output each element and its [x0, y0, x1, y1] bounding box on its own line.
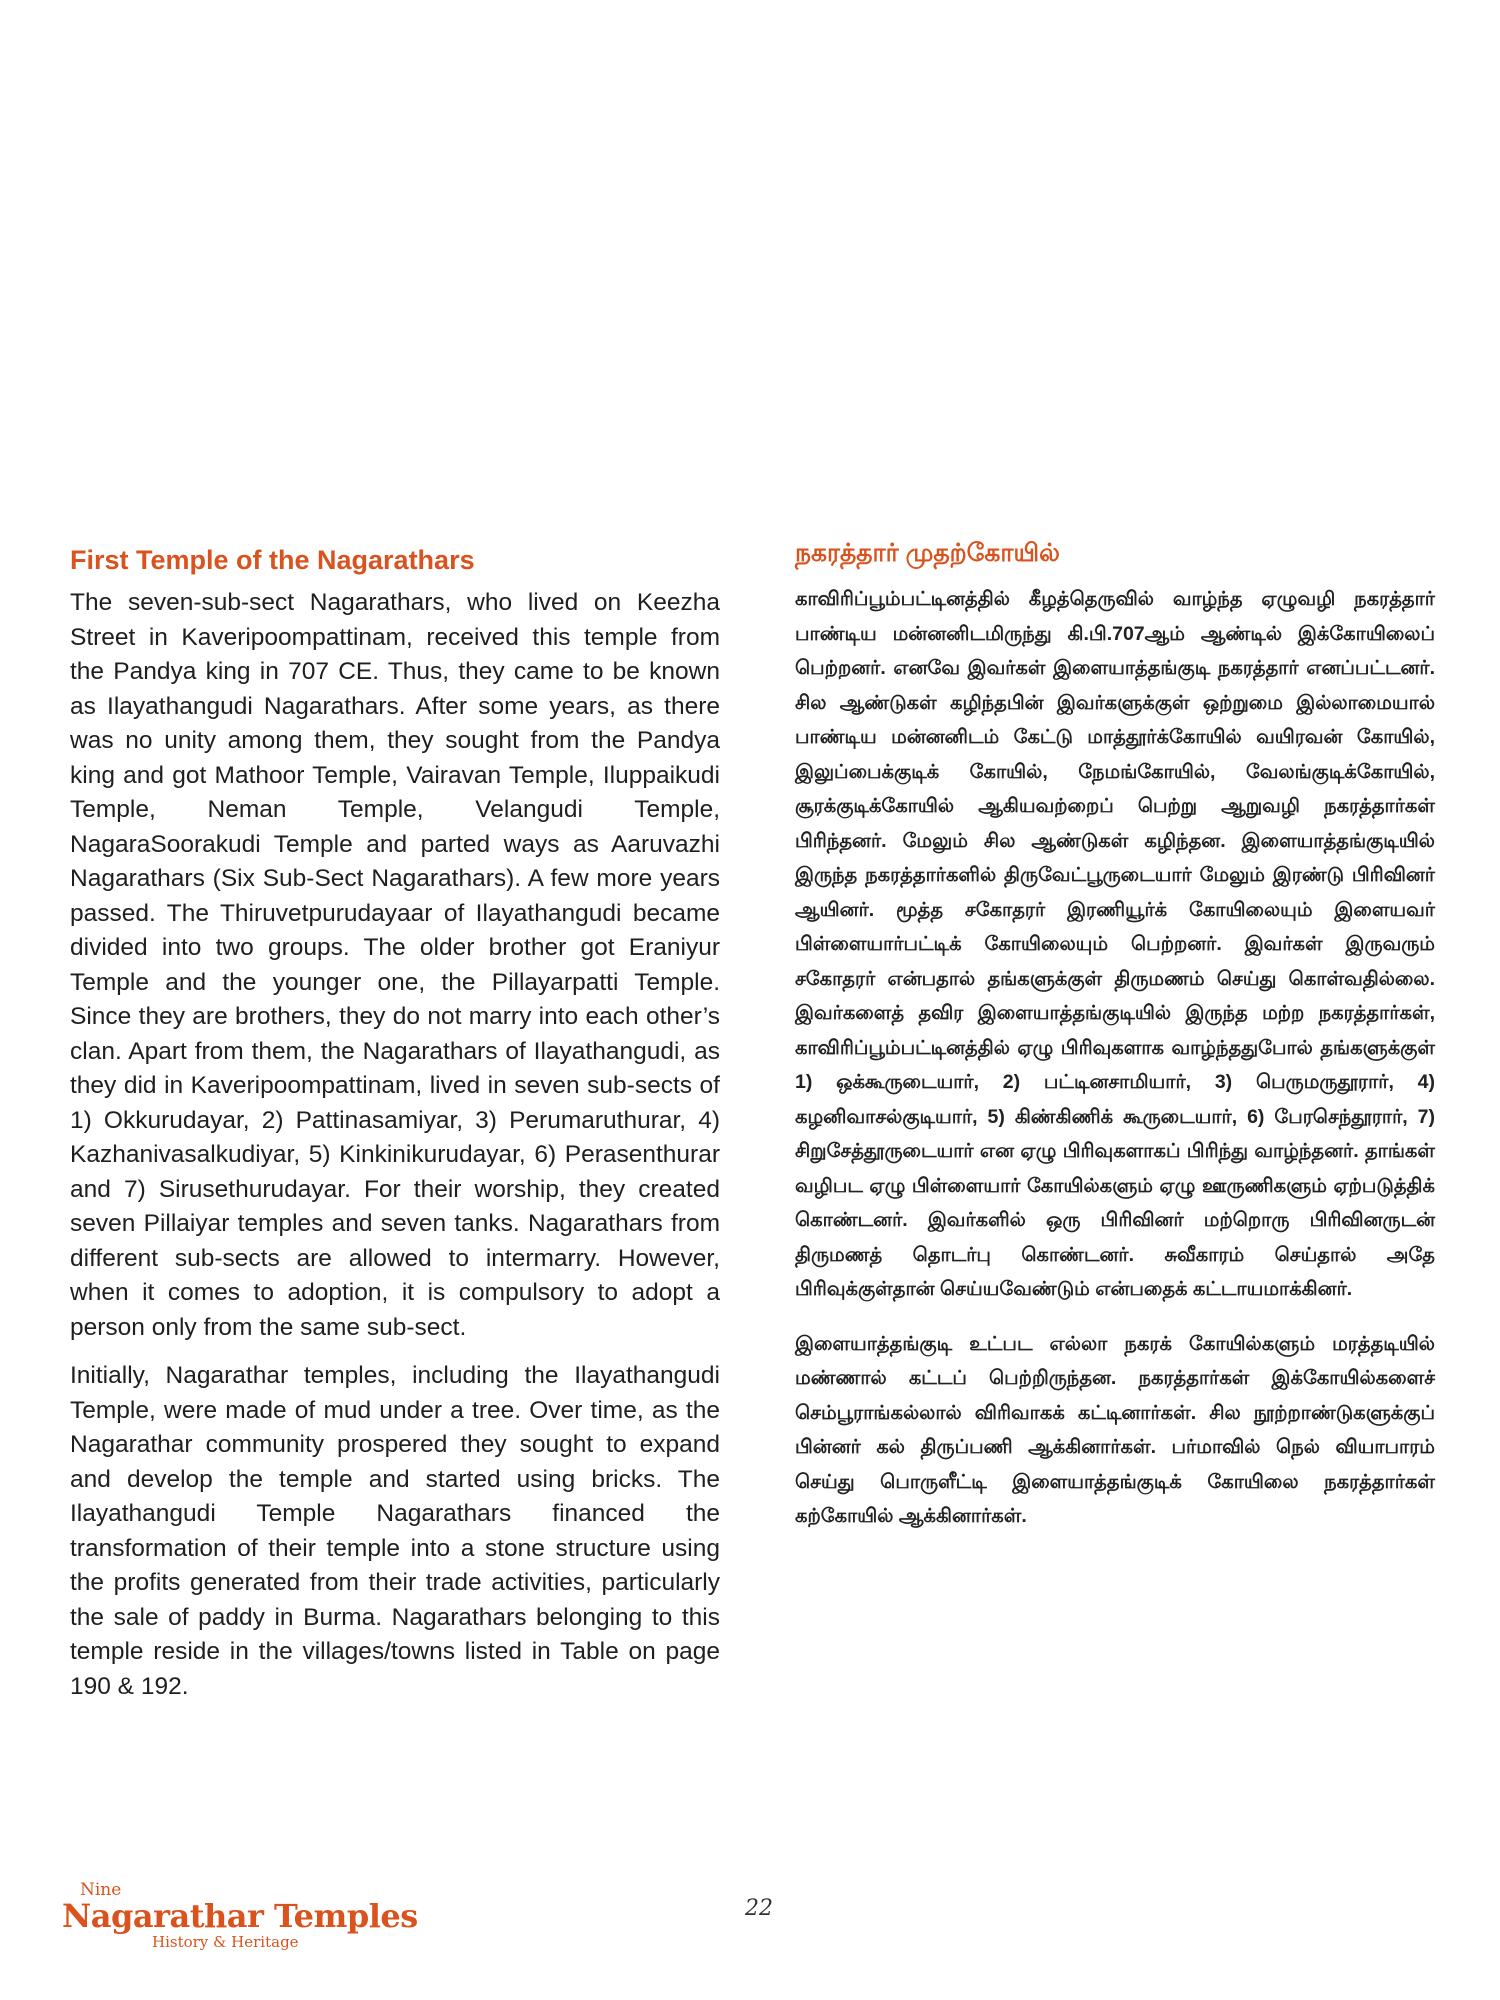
page-number: 22 — [745, 1896, 773, 1921]
tamil-paragraph-2: இளையாத்தங்குடி உட்பட எல்லா நகரக் கோயில்களும் மரத்தடியில் மண்ணால் கட்டப் பெற்றிருந்தன. நகரத்தார்கள் இக்கோயில்களைச் செம்பூராங்கல்லால் விரிவாகக் கட்டினார்கள். சில நூற்றாண்டுகளுக்குப் பின்னர் கல் திருப்பணி ஆக்கினார்கள். பர்மாவில் நெல் வியாபாரம் செய்து பொருளீட்டி இளையாத்தங்குடிக் கோயிலை நகரத்தார்கள் கற்கோயில் ஆக்கினார்கள். — [795, 1332, 1435, 1527]
book-logo — [62, 1882, 418, 1950]
english-heading: First Temple of the Nagarathars — [70, 545, 475, 575]
tamil-column — [795, 536, 1435, 1554]
english-paragraph-1: The seven-sub-sect Nagarathars, who lived on Keezha Street in Kaveripoompattinam, received this temple from the Pandya king in 707 CE. Thus, they came to be known as Ilayathangudi Nagarathars. After some years, as there was no unity among them, they sought from the Pandya king and got Mathoor Temple, Vairavan Temple, Iluppaikudi Temple, Neman Temple, Velangudi Temple, NagaraSoorakudi Temple and parted ways as Aaruvazhi Nagarathars (Six Sub-Sect Nagarathars). A few more years passed. The Thiruvetpurudayaar of Ilayathangudi became divided into two groups. The older brother got Eraniyur Temple and the younger one, the Pillayarpatti Temple. Since they are brothers, they do not marry into each other’s clan. Apart from them, the Nagarathars of Ilayathangudi, as they did in Kaveripoompattinam, lived in seven sub-sects of 1) Okkurudayar, 2) Pattinasamiyar, 3) Perumaruthurar, 4) Kazhanivasalkudiyar, 5) Kinkinikurudayar, 6) Perasenthurar and 7) Sirusethurudayar. For their worship, they created seven Pillaiyar temples and seven tanks. Nagarathars from different sub-sects are allowed to intermarry. However, when it comes to adoption, it is compulsory to adopt a person only from the same sub-sect. — [70, 589, 720, 1341]
logo-nine: Nine — [80, 1880, 122, 1900]
tamil-paragraph-1: காவிரிப்பூம்பட்டினத்தில் கீழத்தெருவில் வாழ்ந்த ஏழுவழி நகரத்தார் பாண்டிய மன்னனிடமிருந்து கி.பி.707ஆம் ஆண்டில் இக்கோயிலைப் பெற்றனர். எனவே இவர்கள் இளையாத்தங்குடி நகரத்தார் எனப்பட்டனர். சில ஆண்டுகள் கழிந்தபின் இவர்களுக்குள் ஒற்றுமை இல்லாமையால் பாண்டிய மன்னனிடம் கேட்டு மாத்தூர்க்கோயில் வயிரவன் கோயில், இலுப்பைக்குடிக் கோயில், நேமங்கோயில், வேலங்குடிக்கோயில், சூரக்குடிக்கோயில் ஆகியவற்றைப் பெற்று ஆறுவழி நகரத்தார்கள் பிரிந்தனர். மேலும் சில ஆண்டுகள் கழிந்தன. இளையாத்தங்குடியில் இருந்த நகரத்தார்களில் திருவேட்பூருடையார் மேலும் இரண்டு பிரிவினர் ஆயினர். மூத்த சகோதரர் இரணியூர்க் கோயிலையும் இளையவர் பிள்ளையார்பட்டிக் கோயிலையும் பெற்றனர். இவர்கள் இருவரும் சகோதரர் என்பதால் தங்களுக்குள் திருமணம் செய்து கொள்வதில்லை. இவர்களைத் தவிர இளையாத்தங்குடியில் இருந்த மற்ற நகரத்தார்கள், காவிரிப்பூம்பட்டினத்தில் ஏழு பிரிவுகளாக வாழ்ந்ததுபோல் தங்களுக்குள் 1) ஒக்கூருடையார், 2) பட்டினசாமியார், 3) பெருமருதூரார், 4) கழனிவாசல்குடியார், 5) கிண்கிணிக் கூருடையார், 6) பேரசெந்தூரார், 7) சிறுசேத்தூருடையார் என ஏழு பிரிவுகளாகப் பிரிந்து வாழ்ந்தனர். தாங்கள் வழிபட ஏழு பிள்ளையார் கோயில்களும் ஏழு ஊருணிகளும் ஏற்படுத்திக் கொண்டனர். இவர்களில் ஒரு பிரிவினர் மற்றொரு பிரிவினருடன் திருமணத் தொடர்பு கொண்டனர். சுவீகாரம் செய்தால் அதே பிரிவுக்குள்தான் செய்யவேண்டும் என்பதைக் கட்டாயமாக்கினர். — [795, 588, 1435, 1300]
english-paragraph-2: Initially, Nagarathar temples, including the Ilayathangudi Temple, were made of mud under a tree. Over time, as the Nagarathar community prospered they sought to expand and develop the temple and started using bricks. The Ilayathangudi Temple Nagarathars financed the transformation of their temple into a stone structure using the profits generated from their trade activities, particularly the sale of paddy in Burma. Nagarathars belonging to this temple reside in the villages/towns listed in Table on page 190 & 192. — [70, 1362, 720, 1700]
tamil-heading: நகரத்தார் முதற்கோயில் — [795, 539, 1060, 567]
english-column — [70, 536, 720, 1718]
logo-subtitle: History & Heritage — [152, 1933, 299, 1951]
logo-title: Nagarathar Temples — [62, 1897, 418, 1935]
